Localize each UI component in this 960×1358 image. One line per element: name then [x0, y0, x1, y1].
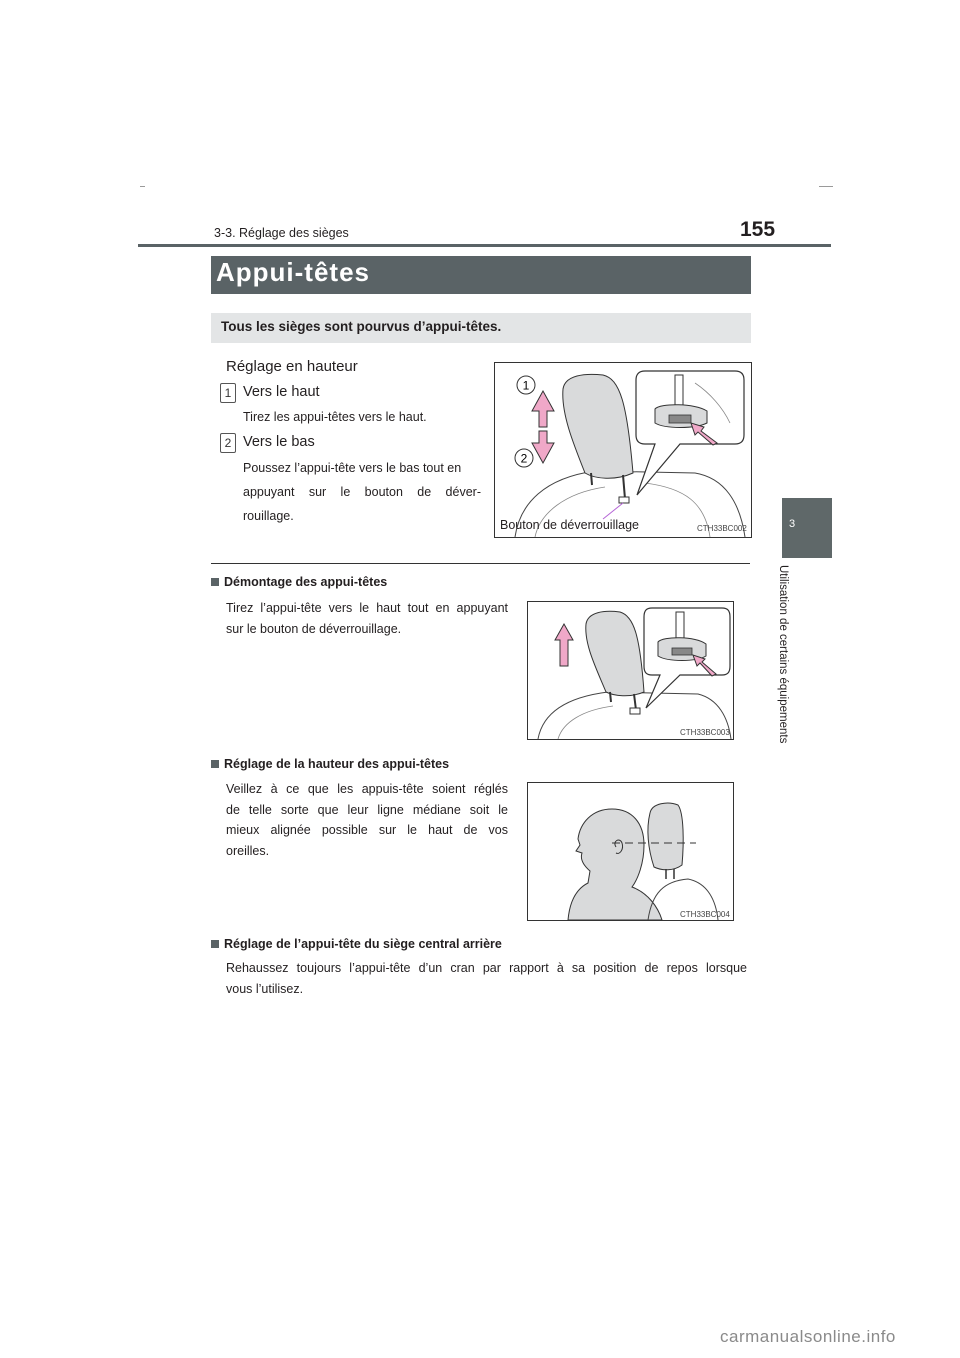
figure-headrest-removal — [527, 601, 734, 740]
removal-text: Tirez l’appui-tête vers le haut tout en appuyant sur le bouton de déverrouillage. — [226, 601, 508, 636]
chapter-number: 3 — [789, 518, 796, 530]
headrest-removal-illustration — [528, 602, 733, 739]
page-number: 155 — [740, 218, 776, 241]
figure-code: CTH33BC004 — [680, 910, 730, 919]
crop-mark-right — [819, 186, 833, 187]
figure-code: CTH33BC003 — [680, 728, 730, 737]
rear-center-text: Rehaussez toujours l’appui-tête d’un cran par rapport à sa position de repos lorsque vous l’utilisez. — [226, 961, 747, 996]
step-number-2: 2 — [220, 433, 236, 453]
header-rule — [138, 244, 831, 247]
step-body-1: Tirez les appui-têtes vers le haut. — [243, 410, 427, 424]
headrest-height-illustration — [495, 363, 751, 537]
step-body-2: Poussez l’appui-tête vers le bas tout en appuyant sur le bouton de déver- rouillage. — [243, 461, 481, 523]
footer-watermark: carmanualsonline.info — [720, 1327, 896, 1346]
callout-1: 1 — [522, 378, 530, 393]
height-setting-text: Veillez à ce que les appuis-tête soient réglés de telle sorte que leur ligne médiane soit le mieux alignée possible sur le haut de vos oreilles. — [226, 782, 508, 858]
height-setting-heading: Réglage de la hauteur des appui-têtes — [211, 757, 449, 771]
section-divider — [211, 563, 750, 564]
crop-mark-left — [140, 186, 145, 187]
callout-2: 2 — [520, 451, 528, 466]
removal-heading: Démontage des appui-têtes — [211, 575, 387, 589]
intro-text: Tous les sièges sont pourvus d’appui-têtes. — [221, 319, 502, 334]
head-alignment-illustration — [528, 783, 733, 920]
height-adjust-heading: Réglage en hauteur — [226, 358, 358, 375]
chapter-title: Utilisation de certains équipements — [777, 565, 789, 744]
section-title: 3-3. Réglage des sièges — [214, 226, 349, 240]
step-title-1: Vers le haut — [243, 384, 320, 400]
figure-headrest-height — [494, 362, 752, 538]
step-number-1: 1 — [220, 383, 236, 403]
unlock-button-label: Bouton de déverrouillage — [500, 518, 639, 532]
figure-head-alignment — [527, 782, 734, 921]
figure-code: CTH33BC002 — [697, 524, 747, 533]
step-title-2: Vers le bas — [243, 434, 315, 450]
page-title: Appui-têtes — [216, 257, 370, 287]
rear-center-heading: Réglage de l’appui-tête du siège central arrière — [211, 937, 502, 951]
